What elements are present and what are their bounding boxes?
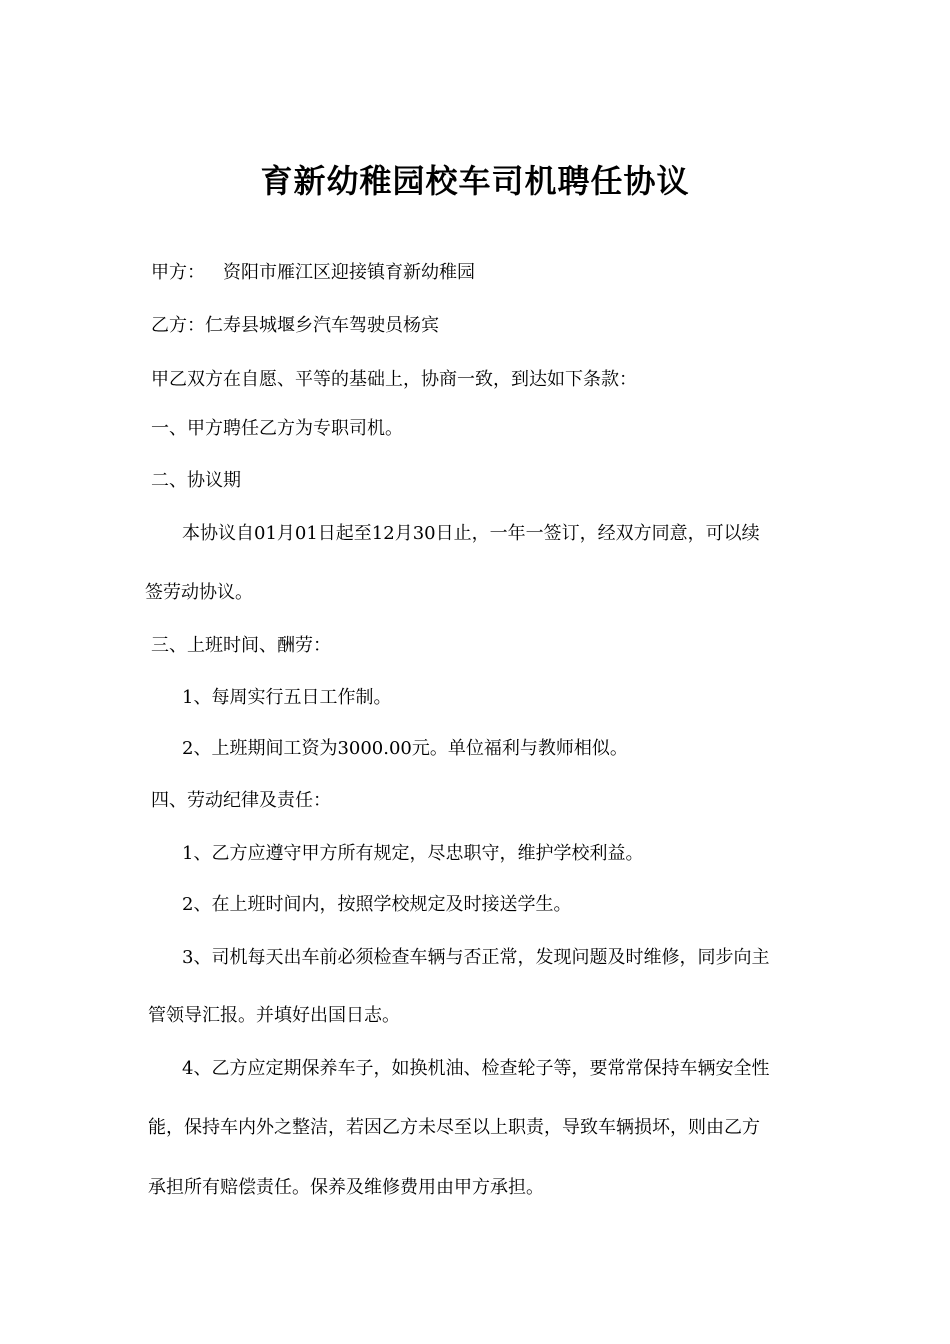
section4-item3-line2: 管领导汇报。并填好出国日志。 <box>148 1005 400 1026</box>
section4-item4-line1: 4、乙方应定期保养车子，如换机油、检查轮子等，要常常保持车辆安全性 <box>182 1058 770 1079</box>
section4-item2: 2、在上班时间内，按照学校规定及时接送学生。 <box>182 894 572 915</box>
section4-heading: 四、劳动纪律及责任： <box>151 790 331 811</box>
section2-text-line2: 签劳动协议。 <box>145 582 253 603</box>
section3-item2: 2、上班期间工资为3000.00元。单位福利与教师相似。 <box>182 738 628 759</box>
party-b-line: 乙方：仁寿县城堰乡汽车驾驶员杨宾 <box>151 315 439 336</box>
party-a-label: 甲方： <box>151 262 205 283</box>
section3-item1: 1、每周实行五日工作制。 <box>182 687 392 708</box>
party-a-line <box>151 261 475 285</box>
party-a-name: 资阳市雁江区迎接镇育新幼稚园 <box>223 262 475 283</box>
section1-clause: 一、甲方聘任乙方为专职司机。 <box>151 418 403 439</box>
section4-item4-line2: 能，保持车内外之整洁，若因乙方未尽至以上职责，导致车辆损坏，则由乙方 <box>148 1117 760 1138</box>
section4-item1: 1、乙方应遵守甲方所有规定，尽忠职守，维护学校利益。 <box>182 843 644 864</box>
section4-item4-line3: 承担所有赔偿责任。保养及维修费用由甲方承担。 <box>148 1177 544 1198</box>
intro-paragraph: 甲乙双方在自愿、平等的基础上，协商一致，到达如下条款： <box>151 369 637 390</box>
document-title: 育新幼稚园校车司机聘任协议 <box>260 162 690 200</box>
section2-heading: 二、协议期 <box>151 470 241 491</box>
section3-heading: 三、上班时间、酬劳： <box>151 635 331 656</box>
section4-item3-line1: 3、司机每天出车前必须检查车辆与否正常，发现问题及时维修，同步向主 <box>182 947 770 968</box>
section2-text-line1: 本协议自01月01日起至12月30日止，一年一签订，经双方同意，可以续 <box>182 523 760 544</box>
